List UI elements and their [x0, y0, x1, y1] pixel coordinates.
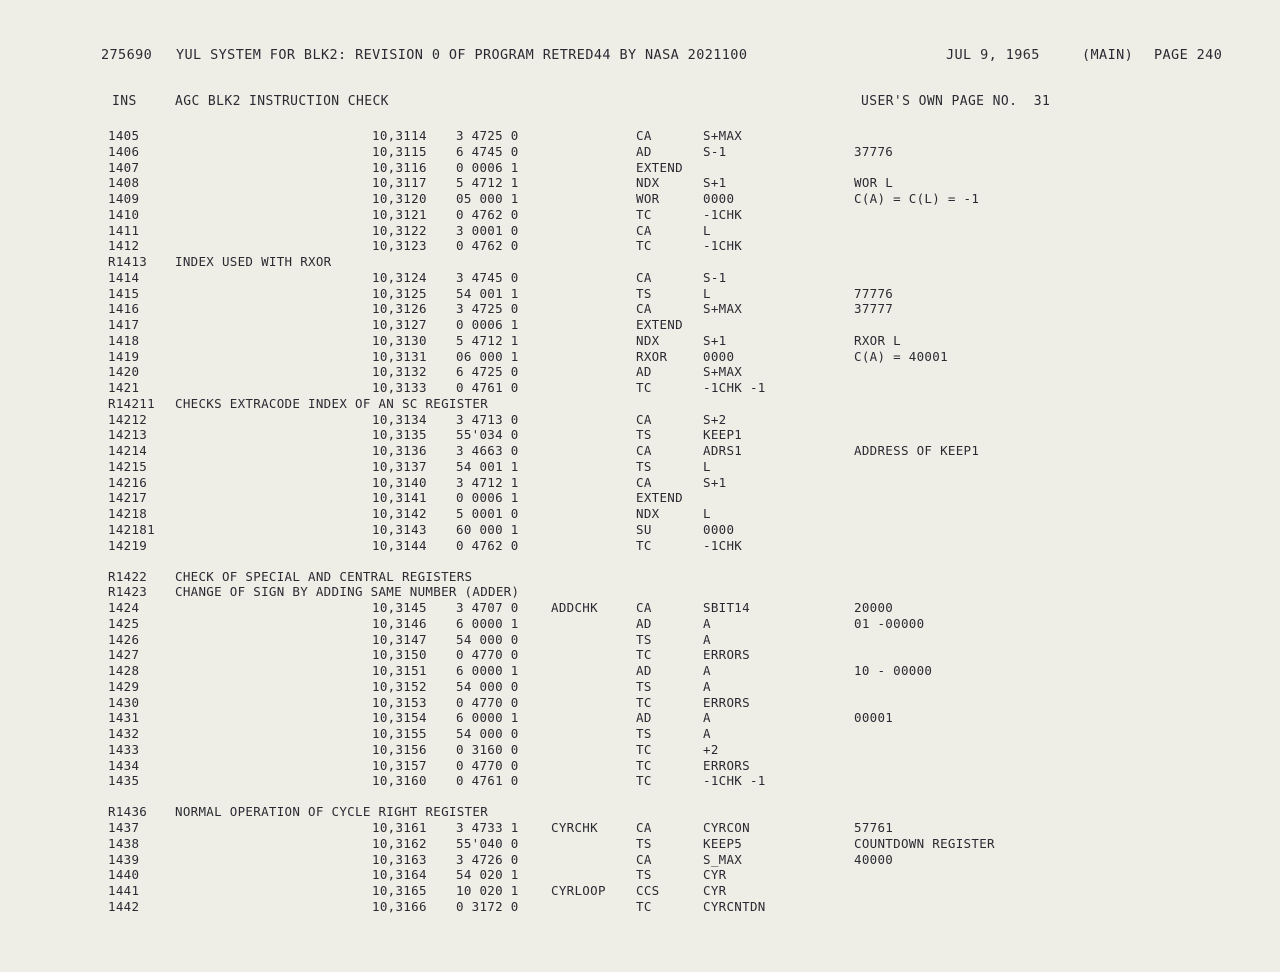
instruction-row [0, 490, 1280, 506]
cell-word: 54 001 1 [456, 458, 519, 474]
cell-word: 06 000 1 [456, 348, 519, 364]
comment-row [0, 584, 1280, 600]
system-title: YUL SYSTEM FOR BLK2: REVISION 0 OF PROGRAM RETRED44 BY NASA 2021100 [176, 47, 748, 63]
cell-operand: S+1 [703, 175, 727, 191]
cell-line: 14218 [108, 506, 148, 521]
cell-line: 14213 [108, 427, 148, 443]
listing-subheader [0, 94, 1280, 114]
instruction-row [0, 695, 1280, 711]
cell-op: TS [636, 285, 652, 301]
cell-line: 14214 [108, 443, 148, 458]
cell-op: NDX [636, 332, 660, 348]
instruction-row [0, 412, 1280, 428]
cell-word: 0 4761 0 [456, 773, 519, 789]
cell-loc: 10,3125 [372, 285, 427, 301]
cell-loc: 10,3147 [372, 631, 427, 647]
cell-line: 1440 [108, 867, 140, 883]
instruction-row [0, 144, 1280, 160]
page-number: PAGE 240 [1154, 47, 1223, 63]
job-number: 275690 [101, 47, 153, 63]
cell-line: 1419 [108, 348, 140, 364]
cell-operand: A [703, 678, 711, 694]
cell-word: 0 3172 0 [456, 898, 519, 914]
cell-operand: -1CHK -1 [703, 773, 766, 789]
instruction-row [0, 475, 1280, 491]
cell-op: AD [636, 143, 652, 159]
instruction-row [0, 128, 1280, 144]
instruction-row [0, 679, 1280, 695]
cell-remark: RXOR L [854, 332, 901, 348]
cell-operand: S+2 [703, 411, 727, 427]
cell-op: CA [636, 128, 652, 143]
cell-line: 1417 [108, 317, 140, 332]
cell-op: SU [636, 521, 652, 537]
instruction-row [0, 286, 1280, 302]
cell-line: 1410 [108, 206, 140, 222]
cell-op: TC [636, 206, 652, 222]
cell-line: 1406 [108, 143, 140, 159]
instruction-row [0, 207, 1280, 223]
cell-line: 14217 [108, 490, 148, 506]
cell-operand: SBIT14 [703, 600, 750, 615]
cell-loc: 10,3114 [372, 128, 427, 143]
cell-op: TC [636, 741, 652, 757]
cell-loc: 10,3126 [372, 301, 427, 317]
cell-line: R1422 [108, 568, 148, 584]
cell-op: CA [636, 301, 652, 317]
cell-loc: 10,3115 [372, 143, 427, 159]
cell-word: 6 4725 0 [456, 364, 519, 380]
cell-loc: 10,3117 [372, 175, 427, 191]
cell-operand: 0000 [703, 191, 735, 206]
cell-loc: 10,3130 [372, 332, 427, 348]
cell-line: 1432 [108, 726, 140, 741]
cell-comment: NORMAL OPERATION OF CYCLE RIGHT REGISTER [175, 804, 489, 820]
cell-line: 1430 [108, 694, 140, 710]
cell-loc: 10,3120 [372, 191, 427, 206]
cell-loc: 10,3122 [372, 222, 427, 238]
cell-op: TC [636, 537, 652, 553]
cell-line: 1437 [108, 820, 140, 835]
cell-operand: 0000 [703, 521, 735, 537]
cell-line: 14215 [108, 458, 148, 474]
cell-operand: CYR [703, 867, 727, 883]
cell-line: 14212 [108, 411, 148, 427]
cell-word: 05 000 1 [456, 191, 519, 206]
cell-line: 1442 [108, 898, 140, 914]
cell-word: 6 4745 0 [456, 143, 519, 159]
cell-loc: 10,3123 [372, 238, 427, 254]
cell-word: 54 000 0 [456, 726, 519, 741]
cell-operand: L [703, 506, 711, 521]
instruction-row [0, 443, 1280, 459]
cell-line: 1428 [108, 663, 140, 678]
comment-row [0, 396, 1280, 412]
cell-loc: 10,3155 [372, 726, 427, 741]
cell-line: 1415 [108, 285, 140, 301]
cell-op: TC [636, 647, 652, 663]
cell-word: 3 4725 0 [456, 128, 519, 143]
comment-row [0, 254, 1280, 270]
cell-word: 0 4762 0 [456, 238, 519, 254]
cell-word: 6 0000 1 [456, 615, 519, 631]
instruction-row [0, 160, 1280, 176]
cell-op: TS [636, 631, 652, 647]
cell-operand: KEEP5 [703, 835, 743, 851]
cell-word: 5 4712 1 [456, 332, 519, 348]
cell-op: WOR [636, 191, 660, 206]
cell-remark: WOR L [854, 175, 894, 191]
cell-word: 5 4712 1 [456, 175, 519, 191]
cell-loc: 10,3124 [372, 269, 427, 285]
cell-line: 1405 [108, 128, 140, 143]
cell-remark: C(A) = 40001 [854, 348, 948, 364]
cell-op: TS [636, 427, 652, 443]
instruction-row [0, 380, 1280, 396]
cell-remark: 37776 [854, 143, 894, 159]
cell-line: R1413 [108, 254, 148, 269]
cell-operand: ADRS1 [703, 443, 743, 458]
cell-line: 1418 [108, 332, 140, 348]
cell-operand: S+MAX [703, 128, 743, 143]
cell-loc: 10,3145 [372, 600, 427, 615]
cell-operand: L [703, 285, 711, 301]
cell-operand: A [703, 631, 711, 647]
cell-op: TC [636, 898, 652, 914]
cell-loc: 10,3151 [372, 663, 427, 678]
cell-operand: ERRORS [703, 647, 750, 663]
cell-loc: 10,3132 [372, 364, 427, 380]
cell-loc: 10,3135 [372, 427, 427, 443]
cell-line: 1441 [108, 883, 140, 898]
cell-op: TC [636, 694, 652, 710]
cell-loc: 10,3137 [372, 458, 427, 474]
instruction-row [0, 238, 1280, 254]
cell-operand: -1CHK -1 [703, 380, 766, 395]
cell-remark: 77776 [854, 285, 894, 301]
cell-line: 1409 [108, 191, 140, 206]
cell-loc: 10,3156 [372, 741, 427, 757]
cell-line: R1436 [108, 804, 148, 820]
cell-loc: 10,3165 [372, 883, 427, 898]
instruction-row [0, 852, 1280, 868]
comment-row [0, 569, 1280, 585]
cell-word: 0 3160 0 [456, 741, 519, 757]
cell-loc: 10,3153 [372, 694, 427, 710]
cell-word: 6 0000 1 [456, 710, 519, 726]
cell-line: 1434 [108, 757, 140, 773]
cell-word: 5 0001 0 [456, 506, 519, 521]
instruction-row [0, 647, 1280, 663]
ins-column-label: INS [112, 94, 137, 109]
instruction-row [0, 270, 1280, 286]
cell-remark: 57761 [854, 820, 894, 835]
cell-op: NDX [636, 175, 660, 191]
instruction-row [0, 663, 1280, 679]
cell-operand: CYRCNTDN [703, 898, 766, 914]
cell-op: NDX [636, 506, 660, 521]
cell-remark: 20000 [854, 600, 894, 615]
cell-op: CA [636, 600, 652, 615]
cell-line: 1411 [108, 222, 140, 238]
cell-op: TS [636, 678, 652, 694]
cell-op: TS [636, 458, 652, 474]
cell-word: 0 0006 1 [456, 159, 519, 175]
cell-remark: 10 - 00000 [854, 663, 933, 678]
listing-date: JUL 9, 1965 [946, 47, 1040, 63]
cell-line: R14211 [108, 395, 155, 411]
cell-word: 3 4726 0 [456, 851, 519, 867]
cell-line: 1412 [108, 238, 140, 254]
section-label: (MAIN) [1082, 47, 1134, 63]
cell-line: 1426 [108, 631, 140, 647]
cell-word: 0 0006 1 [456, 490, 519, 506]
cell-op: AD [636, 663, 652, 678]
cell-op: CCS [636, 883, 660, 898]
page-header [0, 47, 1280, 67]
instruction-row [0, 538, 1280, 554]
cell-word: 0 4762 0 [456, 206, 519, 222]
cell-word: 55'040 0 [456, 835, 519, 851]
instruction-row [0, 333, 1280, 349]
instruction-row [0, 773, 1280, 789]
cell-loc: 10,3116 [372, 159, 427, 175]
cell-operand: CYR [703, 883, 727, 898]
cell-op: TC [636, 773, 652, 789]
cell-operand: 0000 [703, 348, 735, 364]
cell-line: R1423 [108, 584, 148, 600]
instruction-row [0, 317, 1280, 333]
cell-operand: -1CHK [703, 537, 743, 553]
cell-op: TS [636, 867, 652, 883]
instruction-row [0, 301, 1280, 317]
cell-line: 1438 [108, 835, 140, 851]
cell-word: 6 0000 1 [456, 663, 519, 678]
cell-operand: S-1 [703, 143, 727, 159]
instruction-row [0, 742, 1280, 758]
cell-loc: 10,3144 [372, 537, 427, 553]
cell-line: 1433 [108, 741, 140, 757]
cell-word: 3 4733 1 [456, 820, 519, 835]
cell-operand: CYRCON [703, 820, 750, 835]
cell-remark: C(A) = C(L) = -1 [854, 191, 980, 206]
cell-op: CA [636, 222, 652, 238]
cell-operand: S-1 [703, 269, 727, 285]
cell-word: 3 4745 0 [456, 269, 519, 285]
cell-operand: S+1 [703, 332, 727, 348]
instruction-row [0, 726, 1280, 742]
cell-comment: CHANGE OF SIGN BY ADDING SAME NUMBER (ADDER) [175, 584, 520, 600]
cell-operand: ERRORS [703, 694, 750, 710]
cell-op: TS [636, 835, 652, 851]
cell-line: 1420 [108, 364, 140, 380]
instruction-row [0, 522, 1280, 538]
cell-word: 60 000 1 [456, 521, 519, 537]
cell-label: ADDCHK [551, 600, 598, 615]
cell-line: 1439 [108, 851, 140, 867]
cell-op: AD [636, 710, 652, 726]
cell-loc: 10,3136 [372, 443, 427, 458]
cell-loc: 10,3157 [372, 757, 427, 773]
listing-title: AGC BLK2 INSTRUCTION CHECK [175, 94, 389, 109]
cell-line: 1424 [108, 600, 140, 615]
cell-line: 14216 [108, 474, 148, 490]
cell-operand: KEEP1 [703, 427, 743, 443]
cell-word: 0 0006 1 [456, 317, 519, 332]
instruction-row [0, 710, 1280, 726]
cell-comment: INDEX USED WITH RXOR [175, 254, 332, 269]
cell-line: 1429 [108, 678, 140, 694]
cell-line: 142181 [108, 521, 155, 537]
cell-remark: COUNTDOWN REGISTER [854, 835, 995, 851]
instruction-row [0, 459, 1280, 475]
cell-op: EXTEND [636, 317, 683, 332]
cell-line: 1435 [108, 773, 140, 789]
cell-line: 1408 [108, 175, 140, 191]
instruction-row [0, 616, 1280, 632]
cell-loc: 10,3134 [372, 411, 427, 427]
instruction-row [0, 364, 1280, 380]
comment-row [0, 804, 1280, 820]
assembly-listing [0, 126, 1280, 926]
cell-op: EXTEND [636, 159, 683, 175]
cell-word: 54 000 0 [456, 631, 519, 647]
cell-op: RXOR [636, 348, 668, 364]
cell-operand: A [703, 710, 711, 726]
cell-op: CA [636, 411, 652, 427]
cell-op: TC [636, 757, 652, 773]
cell-operand: S_MAX [703, 851, 743, 867]
cell-word: 3 4712 1 [456, 474, 519, 490]
instruction-row [0, 883, 1280, 899]
instruction-row [0, 427, 1280, 443]
cell-comment: CHECK OF SPECIAL AND CENTRAL REGISTERS [175, 568, 473, 584]
instruction-row [0, 349, 1280, 365]
cell-word: 54 000 0 [456, 678, 519, 694]
cell-operand: +2 [703, 741, 719, 757]
cell-op: EXTEND [636, 490, 683, 506]
cell-word: 54 001 1 [456, 285, 519, 301]
cell-loc: 10,3146 [372, 615, 427, 631]
cell-operand: S+1 [703, 474, 727, 490]
cell-operand: S+MAX [703, 364, 743, 380]
instruction-row [0, 820, 1280, 836]
cell-loc: 10,3143 [372, 521, 427, 537]
cell-operand: A [703, 726, 711, 741]
cell-loc: 10,3161 [372, 820, 427, 835]
cell-loc: 10,3164 [372, 867, 427, 883]
cell-word: 3 4707 0 [456, 600, 519, 615]
cell-label: CYRLOOP [551, 883, 606, 898]
cell-remark: 01 -00000 [854, 615, 925, 631]
cell-line: 14219 [108, 537, 148, 553]
cell-word: 3 4713 0 [456, 411, 519, 427]
cell-word: 55'034 0 [456, 427, 519, 443]
cell-operand: ERRORS [703, 757, 750, 773]
cell-op: CA [636, 820, 652, 835]
cell-loc: 10,3121 [372, 206, 427, 222]
cell-word: 3 4663 0 [456, 443, 519, 458]
cell-word: 0 4762 0 [456, 537, 519, 553]
cell-word: 0 4770 0 [456, 757, 519, 773]
cell-remark: 37777 [854, 301, 894, 317]
cell-operand: S+MAX [703, 301, 743, 317]
cell-operand: A [703, 615, 711, 631]
cell-line: 1431 [108, 710, 140, 726]
cell-operand: -1CHK [703, 206, 743, 222]
cell-loc: 10,3166 [372, 898, 427, 914]
cell-label: CYRCHK [551, 820, 598, 835]
cell-loc: 10,3154 [372, 710, 427, 726]
instruction-row [0, 223, 1280, 239]
cell-op: TS [636, 726, 652, 741]
cell-loc: 10,3142 [372, 506, 427, 521]
cell-op: TC [636, 380, 652, 395]
cell-operand: L [703, 458, 711, 474]
instruction-row [0, 632, 1280, 648]
cell-word: 3 4725 0 [456, 301, 519, 317]
cell-word: 0 4770 0 [456, 647, 519, 663]
instruction-row [0, 758, 1280, 774]
instruction-row [0, 191, 1280, 207]
cell-op: CA [636, 474, 652, 490]
cell-line: 1421 [108, 380, 140, 395]
instruction-row [0, 867, 1280, 883]
cell-op: CA [636, 851, 652, 867]
cell-loc: 10,3163 [372, 851, 427, 867]
cell-loc: 10,3162 [372, 835, 427, 851]
cell-loc: 10,3133 [372, 380, 427, 395]
cell-operand: -1CHK [703, 238, 743, 254]
cell-op: CA [636, 269, 652, 285]
cell-loc: 10,3127 [372, 317, 427, 332]
instruction-row [0, 600, 1280, 616]
cell-word: 54 020 1 [456, 867, 519, 883]
cell-op: CA [636, 443, 652, 458]
instruction-row [0, 899, 1280, 915]
cell-line: 1414 [108, 269, 140, 285]
cell-line: 1416 [108, 301, 140, 317]
cell-remark: ADDRESS OF KEEP1 [854, 443, 980, 458]
cell-word: 0 4761 0 [456, 380, 519, 395]
cell-remark: 40000 [854, 851, 894, 867]
cell-operand: A [703, 663, 711, 678]
cell-loc: 10,3131 [372, 348, 427, 364]
cell-op: TC [636, 238, 652, 254]
cell-loc: 10,3152 [372, 678, 427, 694]
cell-op: AD [636, 615, 652, 631]
cell-operand: L [703, 222, 711, 238]
cell-comment: CHECKS EXTRACODE INDEX OF AN SC REGISTER [175, 395, 489, 411]
cell-loc: 10,3160 [372, 773, 427, 789]
instruction-row [0, 175, 1280, 191]
cell-word: 0 4770 0 [456, 694, 519, 710]
cell-line: 1407 [108, 159, 140, 175]
cell-op: AD [636, 364, 652, 380]
cell-word: 10 020 1 [456, 883, 519, 898]
cell-loc: 10,3140 [372, 474, 427, 490]
cell-loc: 10,3141 [372, 490, 427, 506]
cell-remark: 00001 [854, 710, 894, 726]
instruction-row [0, 506, 1280, 522]
instruction-row [0, 836, 1280, 852]
cell-line: 1427 [108, 647, 140, 663]
cell-line: 1425 [108, 615, 140, 631]
cell-word: 3 0001 0 [456, 222, 519, 238]
cell-loc: 10,3150 [372, 647, 427, 663]
user-page-number: USER'S OWN PAGE NO. 31 [861, 94, 1051, 109]
